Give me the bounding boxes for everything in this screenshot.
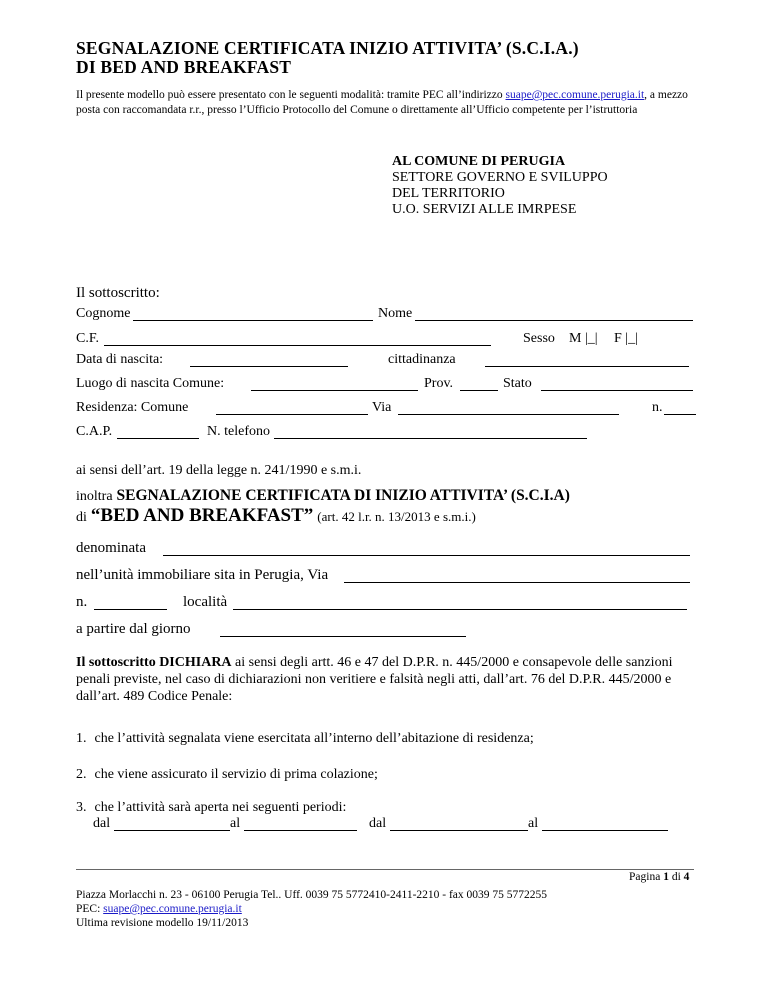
recipient-line1: AL COMUNE DI PERUGIA: [392, 154, 566, 169]
localita-field[interactable]: [233, 609, 687, 610]
document-title-line2: DI BED AND BREAKFAST: [76, 57, 292, 77]
unita-via-label: nell’unità immobiliare sita in Perugia, Via: [76, 567, 329, 583]
sottoscritto-label: Il sottoscritto:: [76, 285, 160, 301]
bnb-line: di “BED AND BREAKFAST” (art. 42 l.r. n. 13/2013 e s.m.i.): [76, 505, 476, 526]
period2-dal-field[interactable]: [390, 830, 528, 831]
cap-label: C.A.P.: [76, 424, 113, 439]
telefono-label: N. telefono: [207, 424, 270, 439]
stato-label: Stato: [503, 376, 532, 391]
footer-divider: [76, 869, 694, 870]
footer-revision: Ultima revisione modello 19/11/2013: [76, 917, 249, 929]
period2-dal-label: dal: [369, 816, 387, 831]
data-nascita-label: Data di nascita:: [76, 352, 164, 367]
period1-dal-field[interactable]: [114, 830, 230, 831]
data-nascita-field[interactable]: [190, 366, 348, 367]
telefono-field[interactable]: [274, 438, 587, 439]
a-partire-field[interactable]: [220, 636, 466, 637]
period1-al-label: al: [230, 816, 241, 831]
page-number: Pagina 1 di 4: [629, 871, 690, 883]
unita-n-field[interactable]: [94, 609, 167, 610]
unita-n-label: n.: [76, 594, 88, 610]
list-item: 3. che l’attività sarà aperta nei seguenti periodi:: [76, 800, 347, 815]
residenza-label: Residenza: Comune: [76, 400, 189, 415]
footer-pec: PEC: suape@pec.comune.perugia.it: [76, 903, 242, 915]
sesso-label: Sesso: [523, 331, 555, 346]
cf-label: C.F.: [76, 331, 100, 346]
civico-label: n.: [652, 400, 663, 415]
footer-address: Piazza Morlacchi n. 23 - 06100 Perugia Tel.. Uff. 0039 75 5772410-2411-2210 - fax 0039 75 5772255: [76, 889, 548, 901]
prov-label: Prov.: [424, 376, 454, 391]
cognome-field[interactable]: [133, 320, 373, 321]
nome-field[interactable]: [415, 320, 693, 321]
footer-pec-link[interactable]: suape@pec.comune.perugia.it: [103, 903, 242, 915]
unita-via-field[interactable]: [344, 582, 690, 583]
civico-field[interactable]: [664, 414, 696, 415]
cittadinanza-field[interactable]: [485, 366, 689, 367]
period1-dal-label: dal: [93, 816, 111, 831]
declaration-line3: dall’art. 489 Codice Penale:: [76, 689, 233, 704]
document-title-line1: SEGNALAZIONE CERTIFICATA INIZIO ATTIVITA’ (S.C.I.A.): [76, 38, 579, 58]
declaration-line1: Il sottoscritto DICHIARA ai sensi degli artt. 46 e 47 del D.P.R. n. 445/2000 e consapevole delle sanzioni: [76, 655, 673, 670]
luogo-nascita-field[interactable]: [251, 390, 418, 391]
via-label: Via: [372, 400, 392, 415]
intro-line1: Il presente modello può essere presentato con le seguenti modalità: tramite PEC all’indirizzo suape@pec.comune.perugia.it, a mezzo: [76, 89, 688, 101]
period1-al-field[interactable]: [244, 830, 357, 831]
list-item: 2. che viene assicurato il servizio di prima colazione;: [76, 767, 378, 782]
residenza-via-field[interactable]: [398, 414, 619, 415]
cognome-label: Cognome: [76, 306, 131, 321]
inoltra-line: inoltra SEGNALAZIONE CERTIFICATA DI INIZIO ATTIVITA’ (S.C.I.A): [76, 487, 570, 504]
recipient-line2: SETTORE GOVERNO E SVILUPPO: [392, 170, 608, 185]
sesso-f-checkbox[interactable]: F |_|: [614, 331, 638, 346]
cf-field[interactable]: [104, 345, 491, 346]
localita-label: località: [183, 594, 228, 610]
a-partire-label: a partire dal giorno: [76, 621, 191, 637]
ai-sensi-text: ai sensi dell’art. 19 della legge n. 241/1990 e s.m.i.: [76, 463, 362, 478]
cap-field[interactable]: [117, 438, 199, 439]
period2-al-field[interactable]: [542, 830, 668, 831]
sesso-m-checkbox[interactable]: M |_|: [569, 331, 598, 346]
intro-line2: posta con raccomandata r.r., presso l’Ufficio Protocollo del Comune o direttamente all’Ufficio competente per l’istruttoria: [76, 104, 638, 116]
stato-field[interactable]: [541, 390, 693, 391]
luogo-nascita-label: Luogo di nascita Comune:: [76, 376, 225, 391]
denominata-field[interactable]: [163, 555, 690, 556]
prov-field[interactable]: [460, 390, 498, 391]
recipient-line4: U.O. SERVIZI ALLE IMRPESE: [392, 202, 577, 217]
residenza-comune-field[interactable]: [216, 414, 368, 415]
intro-pec-link[interactable]: suape@pec.comune.perugia.it: [505, 89, 645, 101]
period2-al-label: al: [528, 816, 539, 831]
list-item: 1. che l’attività segnalata viene esercitata all’interno dell’abitazione di residenza;: [76, 731, 534, 746]
declaration-line2: penali previste, nel caso di dichiarazioni non veritiere e falsità negli atti, dall’art. 76 del D.P.R. 445/2000 e: [76, 672, 672, 687]
denominata-label: denominata: [76, 540, 146, 556]
nome-label: Nome: [378, 306, 413, 321]
recipient-line3: DEL TERRITORIO: [392, 186, 505, 201]
cittadinanza-label: cittadinanza: [388, 352, 456, 367]
